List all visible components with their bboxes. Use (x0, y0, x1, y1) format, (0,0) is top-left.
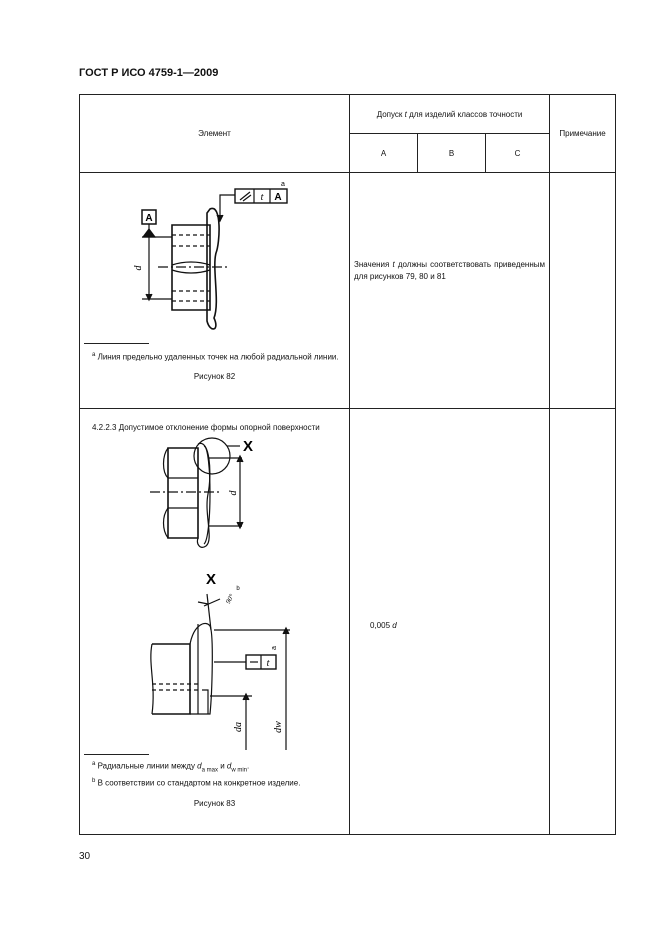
footnote-a-marker: a (271, 646, 278, 650)
angle-label: 90° (224, 592, 236, 606)
figure-83-drawing (80, 434, 348, 750)
tolerance-t-label: t (266, 658, 270, 669)
class-a-header: A (350, 134, 418, 173)
figure-83-caption: Рисунок 83 (193, 798, 236, 808)
diameter-dw-label: dw (273, 721, 284, 733)
figure-82-drawing (80, 173, 348, 343)
detail-x-view-label: X (205, 571, 217, 588)
diameter-d-label: d (133, 265, 144, 271)
header-tolerance: Допуск t для изделий классов точности (350, 95, 550, 134)
figure-83-tolerance: 0,005 d (350, 409, 550, 835)
footnote-separator (84, 343, 149, 344)
figure-82-tolerance: Значения t должны соответствовать приведенным для рисунков 79, 80 и 81 (350, 173, 550, 409)
figure-83-footnote-b: $^b$ В соответствии со стандартом на конкретное изделие. (92, 778, 301, 788)
footnote-a-marker: a (281, 181, 285, 188)
header-element: Элемент (80, 95, 350, 173)
diameter-d-label: d (228, 490, 239, 496)
tolerance-t-label: t (260, 192, 264, 203)
frame-datum-label: A (274, 192, 282, 203)
footnote-separator (84, 754, 149, 755)
class-c-header: C (486, 134, 550, 173)
page-number: 30 (79, 851, 91, 862)
figure-82-caption: Рисунок 82 (193, 371, 236, 381)
figure-82-note (550, 173, 616, 409)
document-header: ГОСТ Р ИСО 4759-1—2009 (79, 67, 219, 79)
datum-label: A (145, 213, 153, 224)
figure-82-footnote: $^a$ Линия предельно удаленных точек на любой радиальной линии. (92, 352, 339, 362)
clause-4-2-2-3: 4.2.2.3 Допустимое отклонение формы опорной поверхности (92, 423, 320, 432)
class-b-header: B (418, 134, 486, 173)
diameter-da-label: da (233, 722, 244, 732)
detail-x-label: X (242, 438, 254, 455)
header-note: Примечание (550, 95, 616, 173)
figure-82-cell (80, 173, 350, 409)
figure-83-cell (80, 409, 350, 835)
figure-83-footnote-a: $^a$ Радиальные линии между $d_{a max}$ и $d_{w min}$. (92, 761, 250, 774)
tolerance-table (79, 94, 616, 835)
footnote-b-marker: b (236, 586, 240, 592)
figure-83-note (550, 409, 616, 835)
